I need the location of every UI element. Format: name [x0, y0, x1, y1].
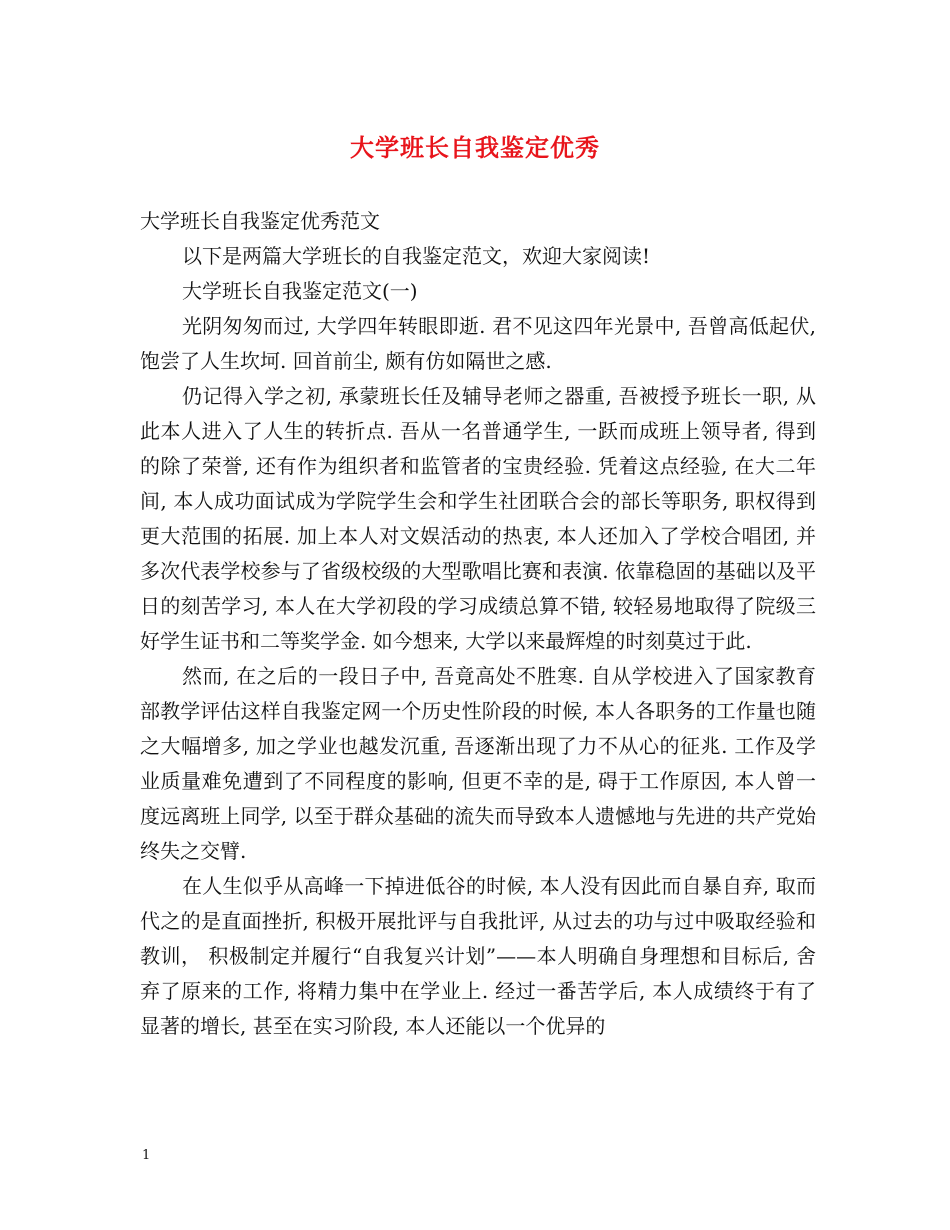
paragraph: 然而, 在之后的一段日子中, 吾竟高处不胜寒. 自从学校进入了国家教育部教学评估这样自我鉴定网一个历史性阶段的时候, 本人各职务的工作量也随之大幅增多, 加之学业也越发沉重, 吾逐渐出现了力不从心的征兆. 工作及学业质量难免遭到了不同程度的影响, 但更不幸的是, 碍于工作原因, 本人曾一度远离班上同学, 以至于群众基础的流失而导致本人遗憾地与先进的共产党始终失之交臂.	[140, 664, 816, 863]
document-title: 大学班长自我鉴定优秀	[350, 133, 600, 162]
paragraph: 仍记得入学之初, 承蒙班长任及辅导老师之器重, 吾被授予班长一职, 从此本人进入了人生的转折点. 吾从一名普通学生, 一跃而成班上领导者, 得到的除了荣誉, 还有作为组织者和监管者的宝贵经验. 凭着这点经验, 在大二年间, 本人成功面试成为学院学生会和学生社团联合会的部长等职务, 职权得到更大范围的拓展. 加上本人对文娱活动的热衷, 本人还加入了学校合唱团, 并多次代表学校参与了省级校级的大型歌唱比赛和表演. 依靠稳固的基础以及平日的刻苦学习, 本人在大学初段的学习成绩总算不错, 较轻易地取得了院级三好学生证书和二等奖学金. 如今想来, 大学以来最辉煌的时刻莫过于此.	[140, 384, 816, 653]
paragraph: 光阴匆匆而过, 大学四年转眼即逝. 君不见这四年光景中, 吾曾高低起伏, 饱尝了人生坎坷. 回首前尘, 颇有仿如隔世之感.	[140, 314, 816, 373]
page-number: 1	[142, 1148, 151, 1163]
paragraph-subtitle: 大学班长自我鉴定优秀范文	[140, 209, 380, 233]
document-body	[140, 204, 816, 1044]
paragraph-intro: 以下是两篇大学班长的自我鉴定范文，欢迎大家阅读!	[182, 244, 651, 268]
paragraph: 在人生似乎从高峰一下掉进低谷的时候, 本人没有因此而自暴自弃, 取而代之的是直面挫折, 积极开展批评与自我批评, 从过去的功与过中吸取经验和教训， 积极制定并履行“自我复兴计划”——本人明确自身理想和目标后, 舍弃了原来的工作, 将精力集中在学业上. 经过一番苦学后, 本人成绩终于有了显著的增长, 甚至在实习阶段, 本人还能以一个优异的	[140, 874, 816, 1038]
paragraph-section-heading: 大学班长自我鉴定范文(一)	[182, 279, 418, 303]
